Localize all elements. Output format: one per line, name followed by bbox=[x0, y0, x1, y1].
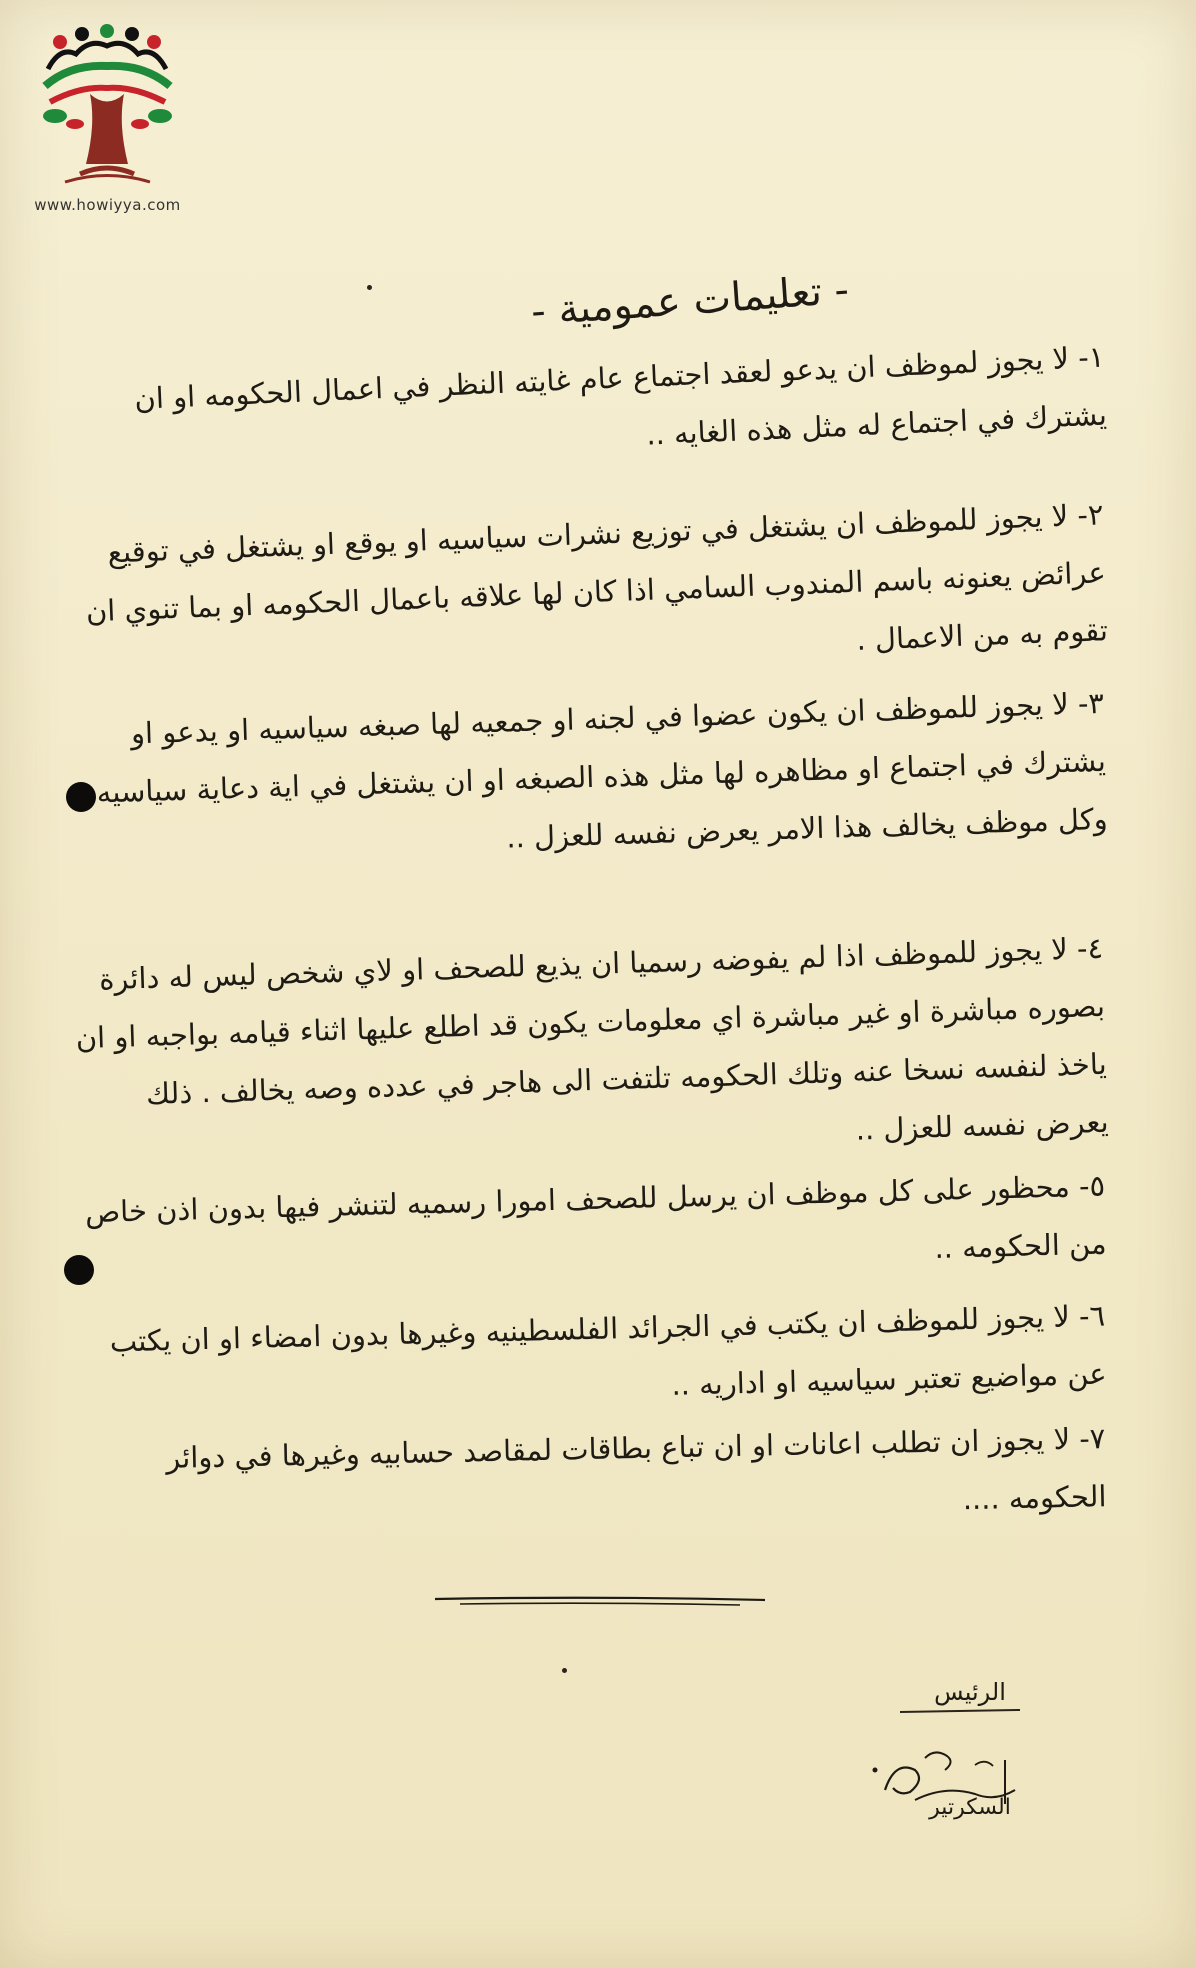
instruction-item-7: ٧- لا يجوز ان تطلب اعانات او ان تباع بطاقات لمقاصد حسابيه وغيرها في دوائر الحكومه .... bbox=[165, 1421, 1107, 1517]
document-title: - تعليمات عمومية - bbox=[529, 266, 851, 336]
signature-title: الرئيس bbox=[934, 1678, 1006, 1706]
instruction-item-6: ٦- لا يجوز للموظف ان يكتب في الجرائد الفلسطينيه وغيرها بدون امضاء او ان يكتب عن مواضيع تعتبر سياسيه او اداريه .. bbox=[109, 1298, 1108, 1402]
instruction-item-3: ٣- لا يجوز للموظف ان يكون عضوا في لجنه او جمعيه لها صبغه سياسيه او يدعو او يشترك في اجتماع او مظاهره لها مثل هذه الصبغه او ان يشتغل في اية دعاية سياسيه وكل موظف يخالف هذا الامر يعرض نفسه للعزل .. bbox=[96, 685, 1109, 855]
closing-rule-line bbox=[430, 1595, 770, 1607]
signature-label: السكرتير bbox=[929, 1795, 1011, 1820]
binder-hole bbox=[66, 782, 96, 812]
ink-dot bbox=[367, 285, 372, 290]
ink-dot bbox=[562, 1668, 567, 1673]
instruction-item-2: ٢- لا يجوز للموظف ان يشتغل في توزيع نشرات سياسيه او يوقع او يشتغل في توقيع عرائض يعنونه باسم المندوب السامي اذا كان لها علاقه باعمال الحكومه او بما تنوي ان تقوم به من الاعمال . bbox=[85, 497, 1109, 657]
logo-url-text: www.howiyya.com bbox=[34, 196, 181, 214]
instruction-item-5: ٥- محظور على كل موظف ان يرسل للصحف امورا رسميه لتنشر فيها بدون اذن خاص من الحكومه .. bbox=[84, 1168, 1108, 1266]
instruction-item-1: ١- لا يجوز لموظف ان يدعو لعقد اجتماع عام غايته النظر في اعمال الحكومه او ان يشترك في اجتماع له مثل هذه الغايه .. bbox=[133, 339, 1108, 452]
tree-logo-icon bbox=[20, 24, 195, 194]
howiyya-logo bbox=[20, 24, 195, 219]
instruction-item-4: ٤- لا يجوز للموظف اذا لم يفوضه رسميا ان يذيع للصحف او لاي شخص ليس له دائرة بصوره مباشرة او غير مباشرة اي معلومات يكون قد اطلع عليها اثناء قيامه بواجبه او ان ياخذ لنفسه نسخا عنه وتلك الحكومه تلتفت الى هاجر في عدده وصه يخالف . ذلك يعرض نفسه للعزل .. bbox=[75, 930, 1110, 1147]
binder-hole bbox=[64, 1255, 94, 1285]
